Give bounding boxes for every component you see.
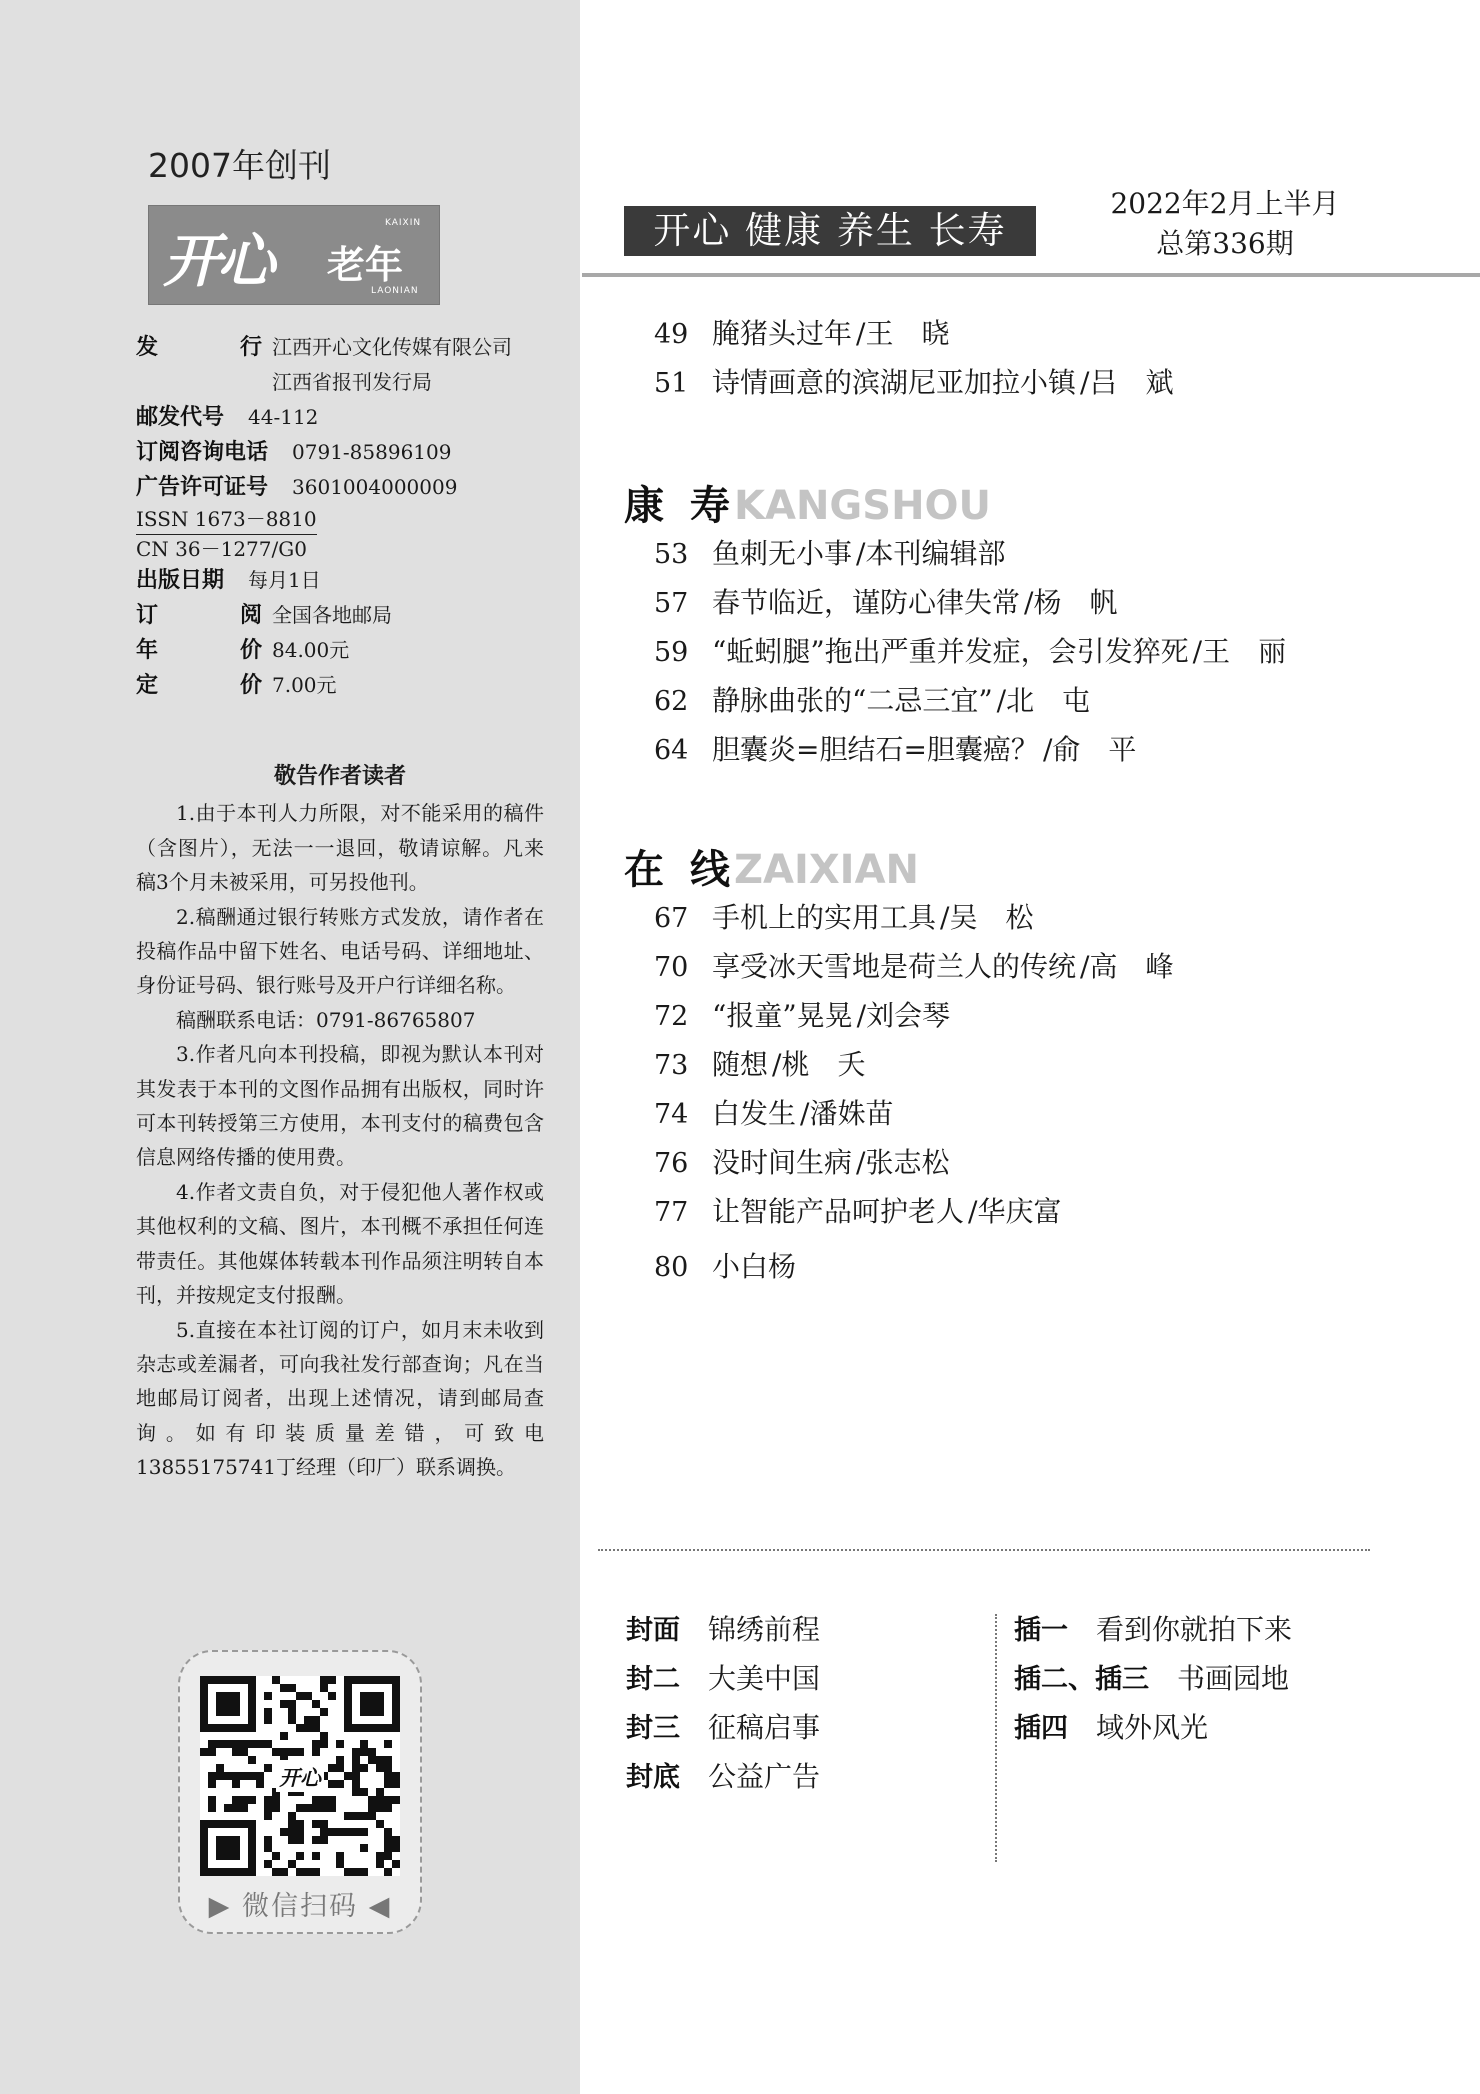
- toc-entry[interactable]: [654, 581, 1286, 630]
- cover-value: 公益广告: [708, 1760, 821, 1793]
- notice-paragraph: 5.直接在本社订阅的订户，如月末未收到杂志或差漏者，可向我社发行部查询；凡在当地邮局订阅者，出现上述情况，请到邮局查询。如有印装质量差错，可致电13855175741丁经理（印厂）联系调换。: [136, 1317, 544, 1480]
- date-value: 每月1日: [248, 568, 321, 592]
- toc-author: /北 屯: [996, 684, 1091, 717]
- ad-license-label: 广告许可证号: [136, 475, 269, 500]
- sidebar: [0, 0, 580, 2094]
- annual-price-value: 84.00元: [272, 638, 350, 662]
- notice-paragraph: 4.作者文责自负，对于侵犯他人著作权或其他权利的文稿、图片，本刊概不承担任何连带责任。其他媒体转载本刊作品须注明转自本刊，并按规定支付报酬。: [136, 1179, 544, 1308]
- toc-page-number: 70: [654, 952, 689, 983]
- cover-label: 封三: [626, 1713, 680, 1744]
- issn-line: [136, 505, 566, 535]
- cover-value: 锦绣前程: [708, 1613, 821, 1646]
- section-heading-zaixian: [624, 838, 919, 893]
- logo-main-text: 开心: [163, 227, 272, 295]
- cover-item: [626, 1608, 820, 1657]
- cn-line: [136, 535, 566, 563]
- section-title-en: ZAIXIAN: [734, 847, 919, 893]
- toc-title: 没时间生病: [712, 1146, 853, 1179]
- cover-label: 封面: [626, 1615, 680, 1646]
- cover-list-right: [1014, 1608, 1292, 1755]
- toc-page-number: 76: [654, 1148, 689, 1179]
- publisher-row-2: [136, 365, 566, 400]
- toc-page-number: 74: [654, 1099, 689, 1130]
- toc-page-number: 53: [654, 539, 689, 570]
- toc-entry[interactable]: [654, 679, 1286, 728]
- magazine-logo: [148, 205, 440, 305]
- toc-page-number: 51: [654, 368, 689, 399]
- cover-value: 域外风光: [1096, 1711, 1209, 1744]
- toc-entry[interactable]: [654, 1245, 1173, 1294]
- toc-title: “蚯蚓腿”拖出严重并发症，会引发猝死: [712, 635, 1189, 668]
- logo-sub-en: LAONIAN: [371, 286, 419, 296]
- toc-entry[interactable]: [654, 1043, 1173, 1092]
- toc-author: /高 峰: [1080, 950, 1174, 983]
- toc-entry[interactable]: [654, 728, 1286, 777]
- toc-title: 鱼刺无小事: [712, 537, 853, 570]
- cover-item: [1014, 1608, 1292, 1657]
- cover-value: 书画园地: [1177, 1662, 1290, 1695]
- section-title-cn: 在线: [624, 847, 756, 893]
- cover-label: 封底: [626, 1762, 680, 1793]
- date-label: 出版日期: [136, 568, 225, 593]
- subscribe-label: 订 阅: [136, 603, 262, 628]
- notice-title: 敬告作者读者: [273, 764, 406, 789]
- toc-entry[interactable]: [654, 312, 1173, 361]
- logo-sub-text: 老年: [327, 243, 404, 287]
- toc-page-number: 72: [654, 1001, 689, 1032]
- qr-caption: ▶ 微信扫码 ◀: [208, 1891, 392, 1922]
- cover-item: [626, 1755, 820, 1804]
- toc-page-number: 57: [654, 588, 689, 619]
- cover-value: 征稿启事: [708, 1711, 821, 1744]
- toc-author: /潘姝苗: [800, 1097, 894, 1130]
- toc-entry[interactable]: [654, 1190, 1173, 1245]
- toc-page-number: 59: [654, 637, 689, 668]
- toc-author: /杨 帆: [1024, 586, 1118, 619]
- toc-title: 诗情画意的滨湖尼亚加拉小镇: [712, 366, 1077, 399]
- toc-title: 让智能产品呵护老人: [712, 1195, 965, 1228]
- date-row: [136, 563, 566, 598]
- toc-list-top: [654, 312, 1173, 410]
- phone-value: 0791-85896109: [292, 440, 452, 464]
- toc-page-number: 80: [654, 1252, 689, 1283]
- toc-title: 随想: [712, 1048, 769, 1081]
- toc-author: /吴 松: [940, 901, 1034, 934]
- cover-label: 封二: [626, 1664, 680, 1695]
- cover-item: [626, 1657, 820, 1706]
- toc-title: 静脉曲张的“二忌三宜”: [712, 684, 993, 717]
- publication-info: [136, 330, 566, 703]
- toc-author: /本刊编辑部: [856, 537, 1006, 570]
- price-value: 7.00元: [272, 673, 337, 697]
- cover-label: 插一: [1014, 1615, 1068, 1646]
- price-row: [136, 668, 566, 703]
- notice-paragraph: 2.稿酬通过银行转账方式发放，请作者在投稿作品中留下姓名、电话号码、详细地址、身份证号码、银行账号及开户行详细名称。: [136, 904, 544, 998]
- publisher-value-2: 江西省报刊发行局: [272, 370, 432, 394]
- postal-label: 邮发代号: [136, 405, 225, 430]
- phone-row: [136, 435, 566, 470]
- ad-license-row: [136, 470, 566, 505]
- toc-author: /张志松: [856, 1146, 950, 1179]
- toc-title: 春节临近，谨防心律失常: [712, 586, 1021, 619]
- toc-title: “报童”晃晃: [712, 999, 853, 1032]
- toc-list-kangshou: [654, 532, 1286, 777]
- subscribe-row: [136, 598, 566, 633]
- notice-paragraph: 3.作者凡向本刊投稿，即视为默认本刊对其发表于本刊的文图作品拥有出版权，同时许可本刊转授第三方使用，本刊支付的稿费包含信息网络传播的使用费。: [136, 1042, 544, 1170]
- magazine-tagline: 开心 健康 养生 长寿: [624, 206, 1036, 256]
- toc-title: 白发生: [712, 1097, 797, 1130]
- phone-label: 订阅咨询电话: [136, 440, 269, 465]
- toc-author: /华庆富: [968, 1195, 1062, 1228]
- ad-license-value: 3601004000009: [292, 475, 458, 499]
- toc-author: /吕 斌: [1080, 366, 1174, 399]
- toc-page-number: 73: [654, 1050, 689, 1081]
- toc-list-zaixian: [654, 896, 1173, 1294]
- toc-page-number: 62: [654, 686, 689, 717]
- toc-author: /刘会琴: [856, 999, 951, 1032]
- notice-paragraph: 1.由于本刊人力所限，对不能采用的稿件（含图片），无法一一退回，敬请谅解。凡来稿3个月未被采用，可另投他刊。: [136, 801, 544, 895]
- toc-title: 手机上的实用工具: [712, 901, 937, 934]
- vertical-dotted-divider: [995, 1614, 997, 1862]
- price-label: 定 价: [136, 673, 262, 698]
- cover-list-left: [626, 1608, 820, 1804]
- notice-to-authors: [136, 760, 544, 1485]
- cover-value: 看到你就拍下来: [1096, 1613, 1293, 1646]
- toc-entry[interactable]: [654, 532, 1286, 581]
- cover-label: 插二、插三: [1014, 1664, 1149, 1695]
- issue-number: 总第336期: [1156, 227, 1294, 260]
- annual-price-row: [136, 633, 566, 668]
- section-title-en: KANGSHOU: [734, 483, 992, 529]
- issue-info: [1060, 184, 1390, 264]
- header-rule: [582, 273, 1480, 277]
- toc-entry[interactable]: [654, 1092, 1173, 1141]
- toc-title: 胆囊炎=胆结石=胆囊癌？: [712, 733, 1039, 766]
- cover-label: 插四: [1014, 1713, 1068, 1744]
- cover-item: [1014, 1657, 1292, 1706]
- toc-page-number: 49: [654, 319, 689, 350]
- issue-date: 2022年2月上半月: [1110, 187, 1340, 220]
- founded-year: 2007年创刊: [148, 146, 331, 185]
- publisher-label: 发 行: [136, 335, 262, 360]
- toc-entry[interactable]: [654, 630, 1286, 679]
- toc-entry[interactable]: [654, 896, 1173, 945]
- issn-value: ISSN 1673－8810: [136, 505, 317, 535]
- toc-title: 腌猪头过年: [712, 317, 853, 350]
- annual-price-label: 年 价: [136, 638, 262, 663]
- toc-title: 享受冰天雪地是荷兰人的传统: [712, 950, 1077, 983]
- toc-author: /桃 夭: [772, 1048, 866, 1081]
- toc-author: /王 晓: [856, 317, 950, 350]
- publisher-value: 江西开心文化传媒有限公司: [272, 335, 512, 359]
- subscribe-value: 全国各地邮局: [272, 603, 392, 627]
- section-title-cn: 康寿: [624, 483, 756, 529]
- toc-entry[interactable]: [654, 361, 1173, 410]
- toc-title: 小白杨: [712, 1250, 797, 1283]
- notice-paragraph: 稿酬联系电话：0791-86765807: [176, 1007, 476, 1032]
- cover-item: [1014, 1706, 1292, 1755]
- wechat-qr-box: [178, 1650, 422, 1934]
- cn-value: CN 36－1277/G0: [136, 537, 307, 561]
- toc-entry[interactable]: [654, 994, 1173, 1043]
- section-heading-kangshou: [624, 474, 992, 529]
- qr-center-logo: 开心: [279, 1764, 321, 1790]
- toc-page-number: 77: [654, 1197, 689, 1228]
- toc-author: /王 丽: [1192, 635, 1287, 668]
- toc-author: /俞 平: [1042, 733, 1137, 766]
- postal-row: [136, 400, 566, 435]
- toc-entry[interactable]: [654, 945, 1173, 994]
- cover-item: [626, 1706, 820, 1755]
- dotted-divider: [598, 1549, 1370, 1551]
- logo-main-en: KAIXIN: [385, 218, 422, 228]
- toc-page-number: 67: [654, 903, 689, 934]
- cover-value: 大美中国: [708, 1662, 821, 1695]
- postal-value: 44-112: [248, 405, 319, 429]
- publisher-row: [136, 330, 566, 365]
- toc-page-number: 64: [654, 735, 689, 766]
- qr-code-icon[interactable]: [200, 1676, 400, 1876]
- toc-entry[interactable]: [654, 1141, 1173, 1190]
